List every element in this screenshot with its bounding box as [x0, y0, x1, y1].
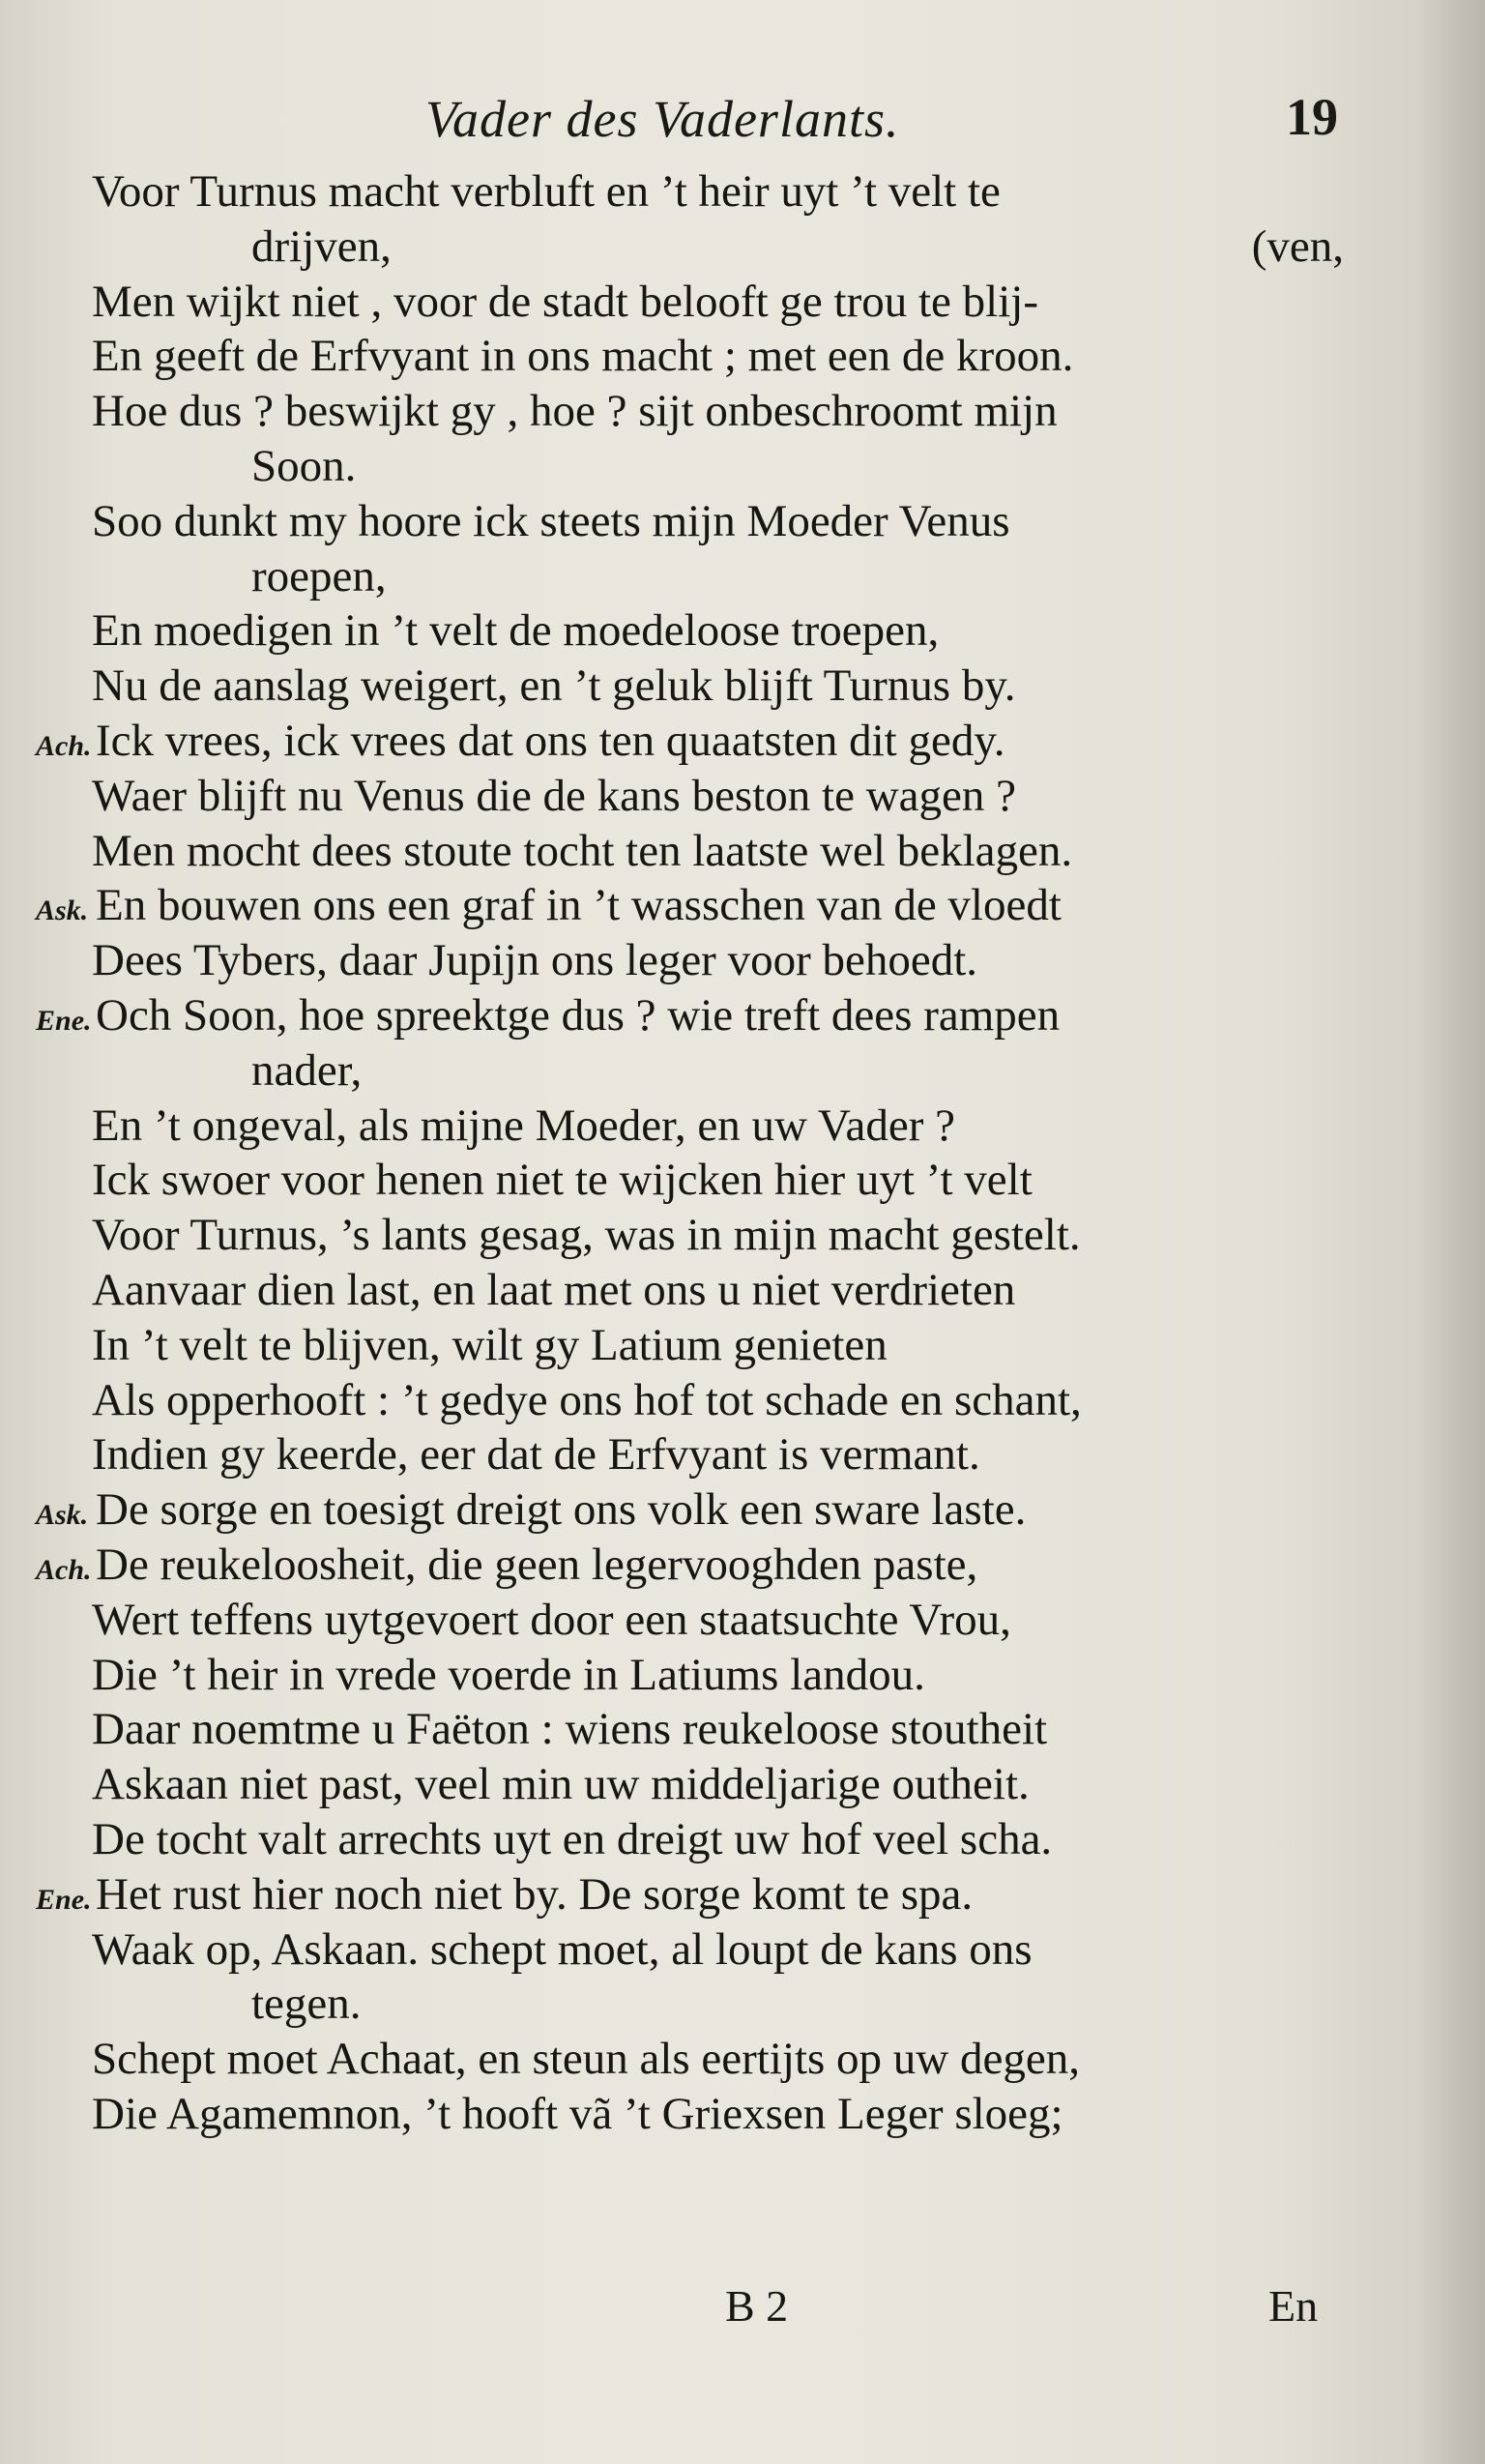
verse-line: Dees Tybers, daar Jupijn ons leger voor behoedt.	[92, 935, 978, 986]
verse-line: Ask. De sorge en toesigt dreigt ons volk een sware laste.	[39, 1482, 1373, 1538]
verse-line: drijven, (ven,	[39, 220, 1373, 275]
verse-line: Hoe dus ? beswijkt gy , hoe ? sijt onbeschroomt mijn	[92, 386, 1058, 437]
verse-line: Schept moet Achaat, en steun als eertijts op uw degen,	[92, 2034, 1080, 2085]
verse-line: tegen.	[251, 1979, 362, 2030]
verse-line: De tocht valt arrechts uyt en dreigt uw hof veel scha.	[92, 1813, 1053, 1864]
verse-line: Waak op, Askaan. schept moet, al loupt de kans ons	[92, 1923, 1033, 1975]
verse-line: Nu de aanslag weigert, en ’t geluk blijft Turnus by.	[92, 660, 1016, 712]
verse-line: Als opperhooft : ’t gedye ons hof tot schade en schant,	[92, 1374, 1082, 1425]
verse-line: Daar noemtme u Faëton : wiens reukeloose stoutheit	[92, 1704, 1048, 1755]
speaker-label: Ask.	[36, 1499, 89, 1532]
speaker-label: Ach.	[36, 729, 92, 762]
verse-line: Aanvaar dien last, en laat met ons u niet verdrieten	[92, 1264, 1016, 1315]
verse-line: Askaan niet past, veel min uw middeljarige outheit.	[92, 1759, 1030, 1810]
verse-line: Ene.Het rust hier noch niet by. De sorge komt te spa.	[39, 1867, 1373, 1922]
verse-line: Die ’t heir in vrede voerde in Latiums landou.	[92, 1649, 925, 1700]
verse-line: Men mocht dees stoute tocht ten laatste wel beklagen.	[92, 825, 1073, 876]
verse-line: Ick swoer voor henen niet te wijcken hier uyt ’t velt	[92, 1155, 1033, 1206]
verse-line: Indien gy keerde, eer dat de Erfvyant is vermant.	[92, 1429, 980, 1481]
running-title: Vader des Vaderlants.	[425, 90, 900, 148]
speaker-label: Ask.	[36, 895, 89, 927]
verse-line: Soon.	[251, 440, 357, 491]
verse-line: Ach.De reukeloosheit, die geen legervooghden paste,	[39, 1538, 1373, 1593]
verse-line: Soo dunkt my hoore ick steets mijn Moeder Venus	[92, 495, 1010, 546]
line-fragment: (ven,	[1251, 220, 1344, 272]
verse-line: Wert teffens uytgevoert door een staatsuchte Vrou,	[92, 1594, 1011, 1645]
verse-line: Waer blijft nu Venus die de kans beston te wagen ?	[92, 770, 1016, 821]
verse-line: nader,	[251, 1044, 363, 1096]
verse-line: Men wijkt niet , voor de stadt belooft ge trou te blij-	[92, 276, 1038, 327]
verse-line: En geeft de Erfvyant in ons macht ; met een de kroon.	[92, 331, 1074, 382]
verse-line: Voor Turnus, ’s lants gesag, was in mijn macht gestelt.	[92, 1210, 1081, 1261]
catchword: En	[1268, 2281, 1319, 2331]
verse-line: Die Agamemnon, ’t hooft vã ’t Griexsen Leger sloeg;	[92, 2088, 1063, 2139]
signature-mark: B 2	[725, 2281, 789, 2331]
verse-line: Ask. En bouwen ons een graf in ’t wasschen van de vloedt	[39, 878, 1373, 933]
speaker-label: Ene.	[36, 1883, 92, 1916]
verse-line: En moedigen in ’t velt de moedeloose troepen,	[92, 605, 940, 657]
verse-line: In ’t velt te blijven, wilt gy Latium genieten	[92, 1319, 888, 1370]
verse-line: Voor Turnus macht verbluft en ’t heir uyt ’t velt te	[92, 166, 1001, 217]
speaker-label: Ene.	[36, 1004, 92, 1037]
verse-line: roepen,	[251, 550, 387, 601]
verse-text	[36, 164, 1373, 2142]
page-number: 19	[1286, 88, 1338, 146]
speaker-label: Ach.	[36, 1553, 92, 1586]
verse-line: Ene.Och Soon, hoe spreektge dus ? wie treft dees rampen	[39, 988, 1373, 1043]
verse-line: Ach.Ick vrees, ick vrees dat ons ten quaatsten dit gedy.	[39, 714, 1373, 769]
verse-line: En ’t ongeval, als mijne Moeder, en uw Vader ?	[92, 1100, 956, 1151]
